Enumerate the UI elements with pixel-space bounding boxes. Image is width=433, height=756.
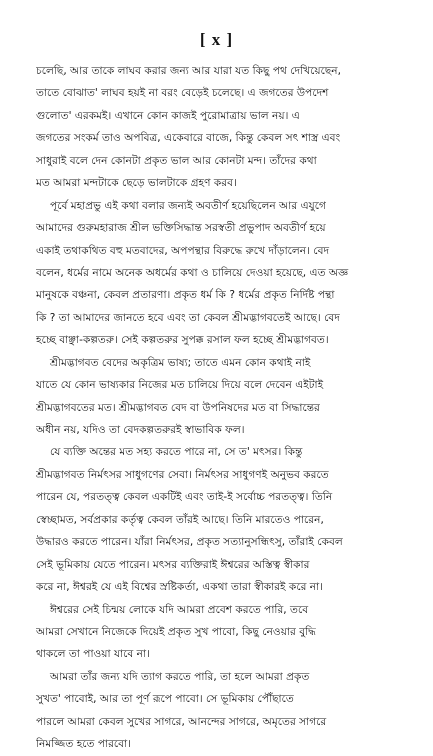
text-line: একাই তথাকথিত বহু মতবাদের, অপপন্থার বিরুদ্ধে রুখে দাঁড়ালেন। বেদ [36, 244, 330, 257]
text-line: নিমজ্জিত হতে পারবো। [36, 738, 131, 751]
text-line: ঈশ্বরের সেই চিন্ময় লোকে যদি আমরা প্রবেশ করতে পারি, তবে [50, 603, 309, 616]
paragraph [36, 666, 402, 756]
text-line: শ্রীমদ্ভাগবত নির্মৎসর সাধুগণের সেবা। নির্মৎসর সাধুগণই অনুভব করতে [36, 468, 329, 481]
paragraph [36, 352, 402, 442]
paragraph [36, 441, 402, 598]
text-line: মত আমরা মন্দটাকে ছেড়ে ভালটাকে গ্রহণ করব। [36, 177, 237, 190]
text-line: সুখত' পাবোই, আর তা পূর্ণ রূপে পাবো। সে ভূমিকায় পৌঁছাতে [36, 693, 294, 706]
text-line: চলেছি, আর তাকে লাঘব করার জন্য আর যারা যত কিছু পথ দেখিয়েছেন, [36, 65, 341, 77]
text-line: উদ্ধারও করতে পারেন। যাঁরা নির্মৎসর, প্রকৃত সত্যানুসন্ধিৎসু, তাঁরাই কেবল [36, 536, 343, 549]
text-line: থাকলে তা পাওয়া যাবে না। [36, 648, 150, 661]
text-line: কি ? তা আমাদের জানতে হবে এবং তা কেবল শ্রীমদ্ভাগবতেই আছে। বেদ [36, 311, 340, 324]
text-line: পূর্বে মহাপ্রভু এই কথা বলার জন্যই অবতীর্ণ হয়েছিলেন আর এযুগে [50, 199, 326, 212]
text-line: শ্রীমদ্ভাগবতের মত। শ্রীমদ্ভাগবত বেদ বা উপনিষদের মত বা সিদ্ধান্তের [36, 401, 320, 414]
page-body [36, 60, 402, 756]
text-line: যে ব্যক্তি অন্তের মত সহ্য করতে পারে না, সে ত' মৎসর। কিন্তু [50, 446, 303, 459]
text-line: মানুষকে বঞ্চনা, কেবল প্রতারণা। প্রকৃত ধর্ম কি ? ধর্মের প্রকৃত নির্দিষ্ট পন্থা [36, 289, 335, 302]
paragraph [36, 60, 402, 195]
text-line: শ্রীমদ্ভাগবত বেদের অকৃত্রিম ভাষ্য; তাতে এমন কোন কথাই নাই [50, 356, 311, 369]
text-line: বলেন, ধর্মের নামে অনেক অধর্মের কথা ও চালিয়ে দেওয়া হয়েছে, এত অজ্ঞ [36, 266, 349, 279]
text-line: আমরা সেখানে নিজেকে দিয়েই প্রকৃত সুখ পাবো, কিছু নেওয়ার বুদ্ধি [36, 625, 316, 638]
text-line: করে না, ঈশ্বরই যে এই বিশ্বের স্রষ্টিকর্তা, একথা তারা স্বীকারই করে না। [36, 581, 323, 594]
text-line: আমরা তাঁর জন্য যদি ত্যাগ করতে পারি, তা হলে আমরা প্রকৃত [50, 670, 310, 683]
text-line: যাতে যে কোন ভাষ্যকার নিজের মত চালিয়ে দিয়ে বলে দেবেন এইটাই [36, 379, 324, 392]
text-line: হচ্ছে বাঞ্ছা-কল্পতরু। সেই কল্পতরুর সুপক্ক রসাল ফল হচ্ছে শ্রীমদ্ভাগবত। [36, 334, 329, 347]
text-line: সেই ভূমিকায় যেতে পারেন। মৎসর ব্যক্তিরাই ঈশ্বরের অস্তিত্ব স্বীকার [36, 558, 310, 571]
text-line: অধীন নয়, যদিও তা বেদকল্পতরুরই স্বাভাবিক ফল। [36, 424, 245, 436]
page-number: [ x ] [199, 30, 234, 49]
paragraph [36, 599, 402, 666]
text-line: তাতে বোঝাত' লাঘব হয়ই না বরং বেড়েই চলেছে। এ জগতের উপদেশ [36, 87, 329, 100]
text-line: সাধুরাই বলে দেন কোনটা প্রকৃত ভাল আর কোনটা মন্দ। তাঁদের কথা [36, 154, 317, 167]
text-line: স্বেচ্ছামত, সর্বপ্রকার কর্তৃত্ব কেবল তাঁরই আছে। তিনি মারতেও পারেন, [36, 513, 324, 526]
text-line: আমাদের গুরুমহারাজ শ্রীল ভক্তিসিদ্ধান্ত সরস্বতী প্রভুপাদ অবতীর্ণ হয়ে [36, 222, 326, 235]
text-line: জগতের সংকর্ম তাও অপবিত্র, একেবারে বাজে, কিন্তু কেবল সৎ শাস্ত্র এবং [36, 132, 341, 145]
paragraph [36, 195, 402, 352]
text-line: পারেন যে, পরতত্ত্ব কেবল একটিই এবং তাই-ই সর্বোচ্চ পরতত্ত্ব। তিনি [36, 491, 333, 504]
text-line: গুলোত' এরকমই। এখানে কোন কাজই পুরোমাত্রায় ভাল নয়। এ [36, 109, 300, 122]
text-line: পারলে আমরা কেবল সুখের সাগরে, আনন্দের সাগরে, অমৃতের সাগরে [36, 715, 327, 728]
